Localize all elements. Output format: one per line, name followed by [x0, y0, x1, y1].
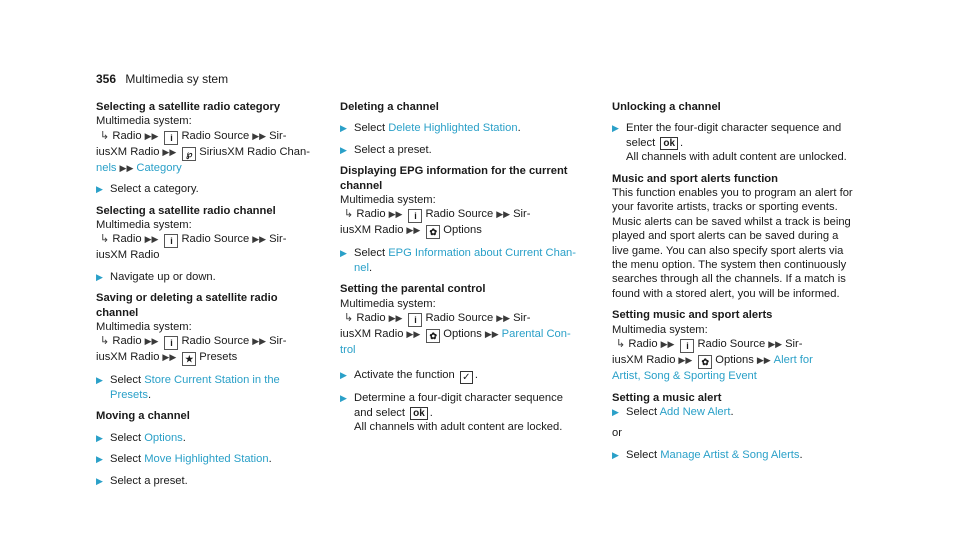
double-chevron-icon: ▶▶ — [144, 234, 159, 245]
step-triangle-icon: ▶ — [612, 406, 619, 417]
step: ▶ Select Move Highlighted Station. — [96, 453, 272, 466]
heading-parental-control: Setting the parental control — [340, 283, 486, 296]
step-triangle-icon: ▶ — [612, 449, 619, 460]
heading-music-alert: Setting a music alert — [612, 391, 722, 404]
radio-source-icon: i — [164, 234, 178, 248]
ok-icon: ok — [660, 137, 678, 150]
double-chevron-icon: ▶▶ — [144, 130, 159, 141]
double-chevron-icon: ▶▶ — [252, 130, 267, 141]
double-chevron-icon: ▶▶ — [388, 209, 403, 220]
heading-epg: Displaying EPG information for the current channel — [340, 165, 568, 192]
path-arrow-icon: ↳ — [616, 338, 626, 351]
double-chevron-icon: ▶▶ — [660, 339, 675, 350]
radio-source-icon: i — [408, 209, 422, 223]
radio-source-icon: i — [164, 336, 178, 350]
heading-unlock-channel: Unlocking a channel — [612, 101, 721, 113]
path-arrow-icon: ↳ — [100, 233, 110, 246]
step: ▶ Select Options. — [96, 431, 186, 444]
multimedia-label: Multimedia system: — [340, 297, 436, 310]
double-chevron-icon: ▶▶ — [388, 313, 403, 324]
multimedia-label: Multimedia system: — [96, 219, 192, 232]
menu-path: ↳ Radio ▶▶ i Radio Source ▶▶ Sir- iusXM Radio ▶▶ ✿ Options ▶▶ Parental Con- trol — [340, 312, 571, 357]
column-1 — [96, 100, 318, 488]
heading-alerts-function: Music and sport alerts function — [612, 172, 778, 185]
heading-select-category: Selecting a satellite radio category — [96, 101, 281, 113]
path-arrow-icon: ↳ — [344, 208, 354, 221]
step-triangle-icon: ▶ — [340, 144, 347, 155]
multimedia-label: Multimedia system: — [612, 323, 708, 336]
page-number: 356 — [96, 72, 117, 86]
step: ▶ Select EPG Information about Current Chan- nel. — [340, 247, 576, 274]
alerts-paragraph: This function enables you to program an alert for your favorite artists, tracks or sporting events. Music alerts can be saved whilst a track is being played and sport alerts can be saved during a live game. You can also specify sport alerts via the menu option. The system then continuously searches through all the channels. If a match is found with a stored alert, you will be informed. — [612, 187, 853, 300]
path-arrow-icon: ↳ — [100, 129, 110, 142]
step-triangle-icon: ▶ — [340, 393, 347, 404]
menu-path: ↳ Radio ▶▶ i Radio Source ▶▶ Sir- iusXM Radio ▶▶ ✿ Options ▶▶ Alert for Artist, Song & Sporting Event — [612, 338, 813, 383]
star-icon: ★ — [182, 352, 196, 366]
double-chevron-icon: ▶▶ — [162, 352, 177, 363]
heading-delete-channel: Deleting a channel — [340, 101, 439, 113]
step-triangle-icon: ▶ — [340, 123, 347, 134]
multimedia-label: Multimedia system: — [96, 115, 192, 128]
step: ▶ Select a preset. — [340, 143, 432, 156]
page-header — [96, 72, 228, 86]
double-chevron-icon: ▶▶ — [252, 336, 267, 347]
double-chevron-icon: ▶▶ — [756, 355, 771, 366]
step-triangle-icon: ▶ — [96, 271, 103, 282]
step-triangle-icon: ▶ — [96, 432, 103, 443]
double-chevron-icon: ▶▶ — [162, 146, 177, 157]
double-chevron-icon: ▶▶ — [484, 329, 499, 340]
double-chevron-icon: ▶▶ — [119, 162, 134, 173]
menu-path: ↳ Radio ▶▶ i Radio Source ▶▶ Sir- iusXM Radio — [96, 233, 287, 262]
double-chevron-icon: ▶▶ — [768, 339, 783, 350]
heading-save-delete-channel: Saving or deleting a satellite radio channel — [96, 292, 278, 319]
double-chevron-icon: ▶▶ — [496, 313, 511, 324]
path-arrow-icon: ↳ — [100, 335, 110, 348]
sirius-icon: ℘ — [182, 147, 196, 161]
checkbox-icon: ✓ — [460, 371, 473, 384]
step-triangle-icon: ▶ — [612, 123, 619, 134]
step: ▶ Navigate up or down. — [96, 270, 216, 283]
column-3 — [612, 100, 872, 462]
double-chevron-icon: ▶▶ — [144, 336, 159, 347]
heading-set-alerts: Setting music and sport alerts — [612, 309, 773, 322]
gear-icon: ✿ — [426, 329, 440, 343]
step-triangle-icon: ▶ — [340, 248, 347, 259]
step: ▶ Select Add New Alert. — [612, 405, 734, 418]
radio-source-icon: i — [164, 131, 178, 145]
section-title: Multimedia sy stem — [125, 72, 229, 86]
step: ▶ Select Store Current Station in the Presets. — [96, 374, 280, 401]
step-triangle-icon: ▶ — [96, 454, 103, 465]
step-triangle-icon: ▶ — [96, 184, 103, 195]
heading-move-channel: Moving a channel — [96, 410, 190, 423]
double-chevron-icon: ▶▶ — [406, 329, 421, 340]
path-arrow-icon: ↳ — [344, 312, 354, 325]
menu-path: ↳ Radio ▶▶ i Radio Source ▶▶ Sir- iusXM Radio ▶▶ ★ Presets — [96, 335, 287, 365]
double-chevron-icon: ▶▶ — [406, 225, 421, 236]
step: ▶ Enter the four-digit character sequence and select ok . All channels with adult content are unlocked. — [612, 122, 847, 164]
gear-icon: ✿ — [426, 225, 440, 239]
step: ▶ Determine a four-digit character sequence and select ok . All channels with adult content are locked. — [340, 392, 563, 434]
step-triangle-icon: ▶ — [340, 370, 347, 381]
radio-source-icon: i — [408, 313, 422, 327]
gear-icon: ✿ — [698, 355, 712, 369]
step-triangle-icon: ▶ — [96, 475, 103, 486]
step: ▶ Activate the function ✓ . — [340, 369, 478, 384]
column-2 — [340, 100, 592, 435]
step: ▶ Select Manage Artist & Song Alerts. — [612, 448, 803, 461]
menu-path: ↳ Radio ▶▶ i Radio Source ▶▶ Sir- iusXM Radio ▶▶ ✿ Options — [340, 208, 531, 238]
double-chevron-icon: ▶▶ — [496, 209, 511, 220]
ok-icon: ok — [410, 407, 428, 420]
double-chevron-icon: ▶▶ — [678, 355, 693, 366]
heading-select-channel: Selecting a satellite radio channel — [96, 204, 276, 217]
double-chevron-icon: ▶▶ — [252, 234, 267, 245]
multimedia-label: Multimedia system: — [96, 321, 192, 334]
multimedia-label: Multimedia system: — [340, 194, 436, 207]
step: ▶ Select a category. — [96, 183, 199, 196]
step: ▶ Select a preset. — [96, 474, 188, 487]
or-text: or — [612, 427, 622, 440]
radio-source-icon: i — [680, 339, 694, 353]
step-triangle-icon: ▶ — [96, 375, 103, 386]
menu-path: ↳ Radio ▶▶ i Radio Source ▶▶ Sir- iusXM Radio ▶▶ ℘ SiriusXM Radio Chan- nels ▶▶ Category — [96, 129, 310, 174]
step: ▶ Select Delete Highlighted Station. — [340, 122, 521, 135]
